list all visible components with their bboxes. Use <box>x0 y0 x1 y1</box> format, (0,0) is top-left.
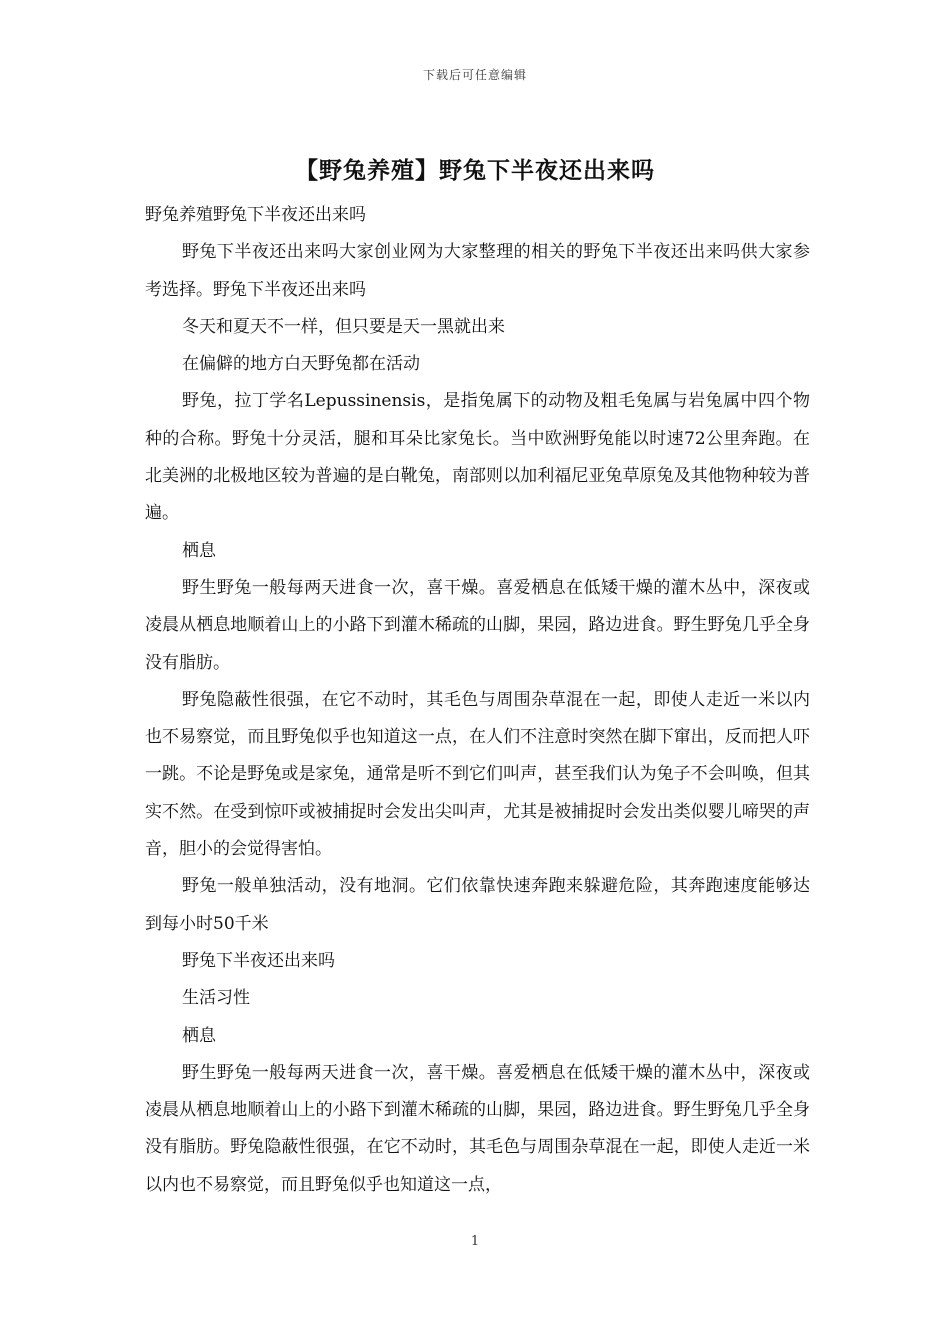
paragraph-2: 野兔下半夜还出来吗大家创业网为大家整理的相关的野兔下半夜还出来吗供大家参考选择。野兔下半夜还出来吗 <box>145 242 810 300</box>
paragraph-10: 野兔下半夜还出来吗 <box>182 950 335 971</box>
section-heading-habitat: 栖息 <box>182 540 216 561</box>
section-heading-habitat-2: 栖息 <box>182 1025 216 1046</box>
page-number: 1 <box>470 1234 480 1249</box>
paragraph-3: 冬天和夏天不一样，但只要是天一黑就出来 <box>182 316 505 337</box>
page-header-note: 下载后可任意编辑 <box>422 68 527 82</box>
document-body <box>145 197 810 1204</box>
section-heading-habits: 生活习性 <box>182 988 250 1009</box>
document-title: 【野兔养殖】野兔下半夜还出来吗 <box>295 157 655 184</box>
paragraph-7: 野生野兔一般每两天进食一次，喜干燥。喜爱栖息在低矮干燥的灌木丛中，深夜或凌晨从栖息地顺着山上的小路下到灌木稀疏的山脚，果园，路边进食。野生野兔几乎全身没有脂肪。 <box>145 577 810 673</box>
paragraph-9: 野兔一般单独活动，没有地洞。它们依靠快速奔跑来躲避危险，其奔跑速度能够达到每小时50千米 <box>145 876 810 934</box>
paragraph-13: 野生野兔一般每两天进食一次，喜干燥。喜爱栖息在低矮干燥的灌木丛中，深夜或凌晨从栖息地顺着山上的小路下到灌木稀疏的山脚，果园，路边进食。野生野兔几乎全身没有脂肪。野兔隐蔽性很强，在它不动时，其毛色与周围杂草混在一起，即使人走近一米以内也不易察觉，而且野兔似乎也知道这一点， <box>145 1062 810 1195</box>
paragraph-5: 野兔，拉丁学名Lepussinensis，是指兔属下的动物及粗毛兔属与岩兔属中四个物种的合称。野兔十分灵活，腿和耳朵比家兔长。当中欧洲野兔能以时速72公里奔跑。在北美洲的北极地区较为普遍的是白靴兔，南部则以加利福尼亚兔草原兔及其他物种较为普遍。 <box>145 391 810 524</box>
paragraph-8: 野兔隐蔽性很强，在它不动时，其毛色与周围杂草混在一起，即使人走近一米以内也不易察觉，而且野兔似乎也知道这一点，在人们不注意时突然在脚下窜出，反而把人吓一跳。不论是野兔或是家兔，通常是听不到它们叫声，甚至我们认为兔子不会叫唤，但其实不然。在受到惊吓或被捕捉时会发出尖叫声，尤其是被捕捉时会发出类似婴儿啼哭的声音，胆小的会觉得害怕。 <box>145 689 810 860</box>
paragraph-4: 在偏僻的地方白天野兔都在活动 <box>182 354 420 375</box>
paragraph-1: 野兔养殖野兔下半夜还出来吗 <box>145 205 366 225</box>
